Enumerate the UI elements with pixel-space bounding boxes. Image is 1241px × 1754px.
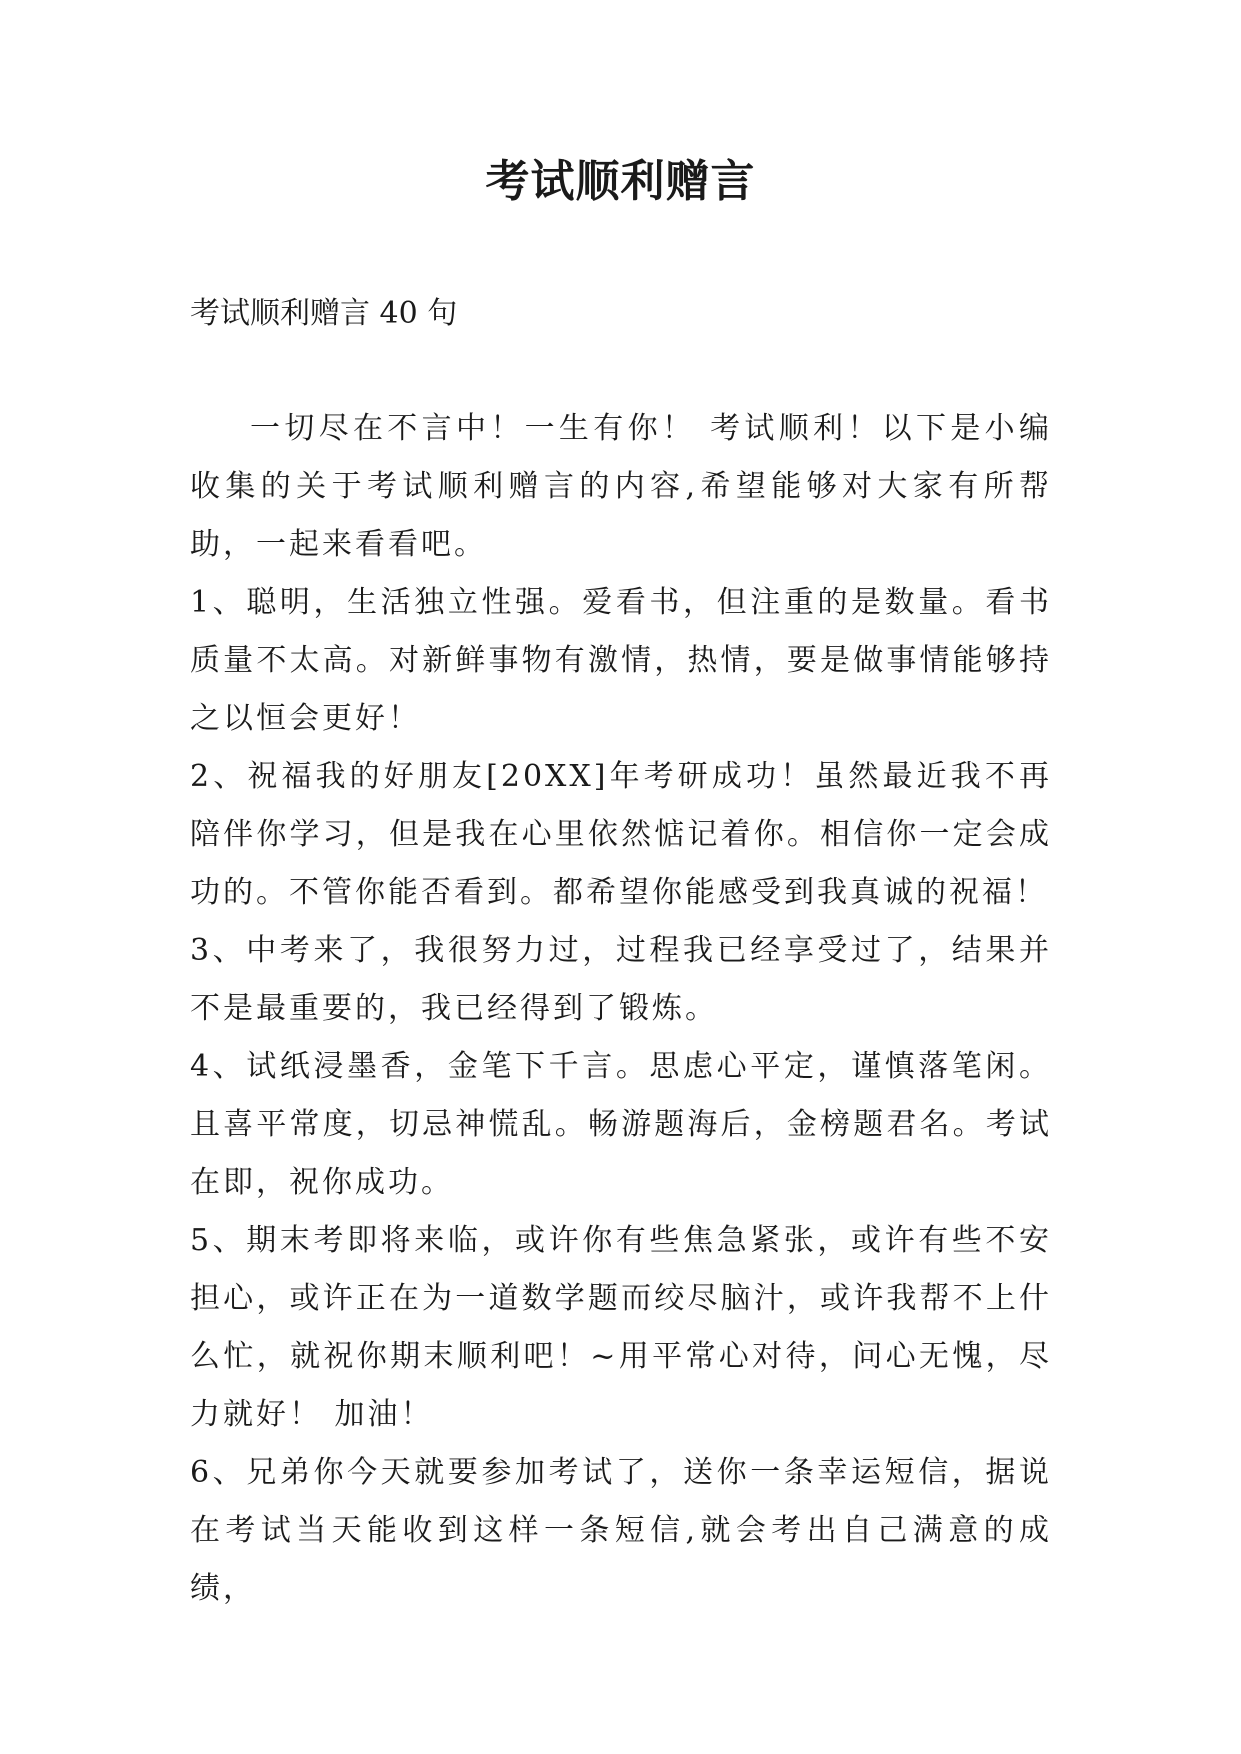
intro-paragraph: 一切尽在不言中！一生有你！ 考试顺利！以下是小编收集的关于考试顺利赠言的内容,希望能够对大家有所帮助，一起来看看吧。 (190, 411, 1052, 562)
document-body (190, 400, 1052, 1618)
list-item: 4、试纸浸墨香，金笔下千言。思虑心平定，谨慎落笔闲。且喜平常度，切忌神慌乱。畅游题海后，金榜题君名。考试在即，祝你成功。 (190, 1049, 1052, 1200)
list-item: 5、期末考即将来临，或许你有些焦急紧张，或许有些不安担心，或许正在为一道数学题而绞尽脑汁，或许我帮不上什么忙，就祝你期末顺利吧！~用平常心对待，问心无愧，尽力就好！ 加油！ (190, 1223, 1052, 1432)
list-item: 2、祝福我的好朋友[20XX]年考研成功！虽然最近我不再陪伴你学习，但是我在心里依然惦记着你。相信你一定会成功的。不管你能否看到。都希望你能感受到我真诚的祝福！ (190, 759, 1052, 910)
document-title: 考试顺利赠言 (485, 156, 756, 207)
list-item: 3、中考来了，我很努力过，过程我已经享受过了，结果并不是最重要的，我已经得到了锻炼。 (190, 933, 1052, 1026)
list-item: 1、聪明，生活独立性强。爱看书，但注重的是数量。看书质量不太高。对新鲜事物有激情，热情，要是做事情能够持之以恒会更好！ (190, 585, 1052, 736)
document-subtitle: 考试顺利赠言 40 句 (190, 296, 458, 331)
list-item: 6、兄弟你今天就要参加考试了，送你一条幸运短信，据说在考试当天能收到这样一条短信,就会考出自己满意的成绩， (190, 1455, 1052, 1606)
